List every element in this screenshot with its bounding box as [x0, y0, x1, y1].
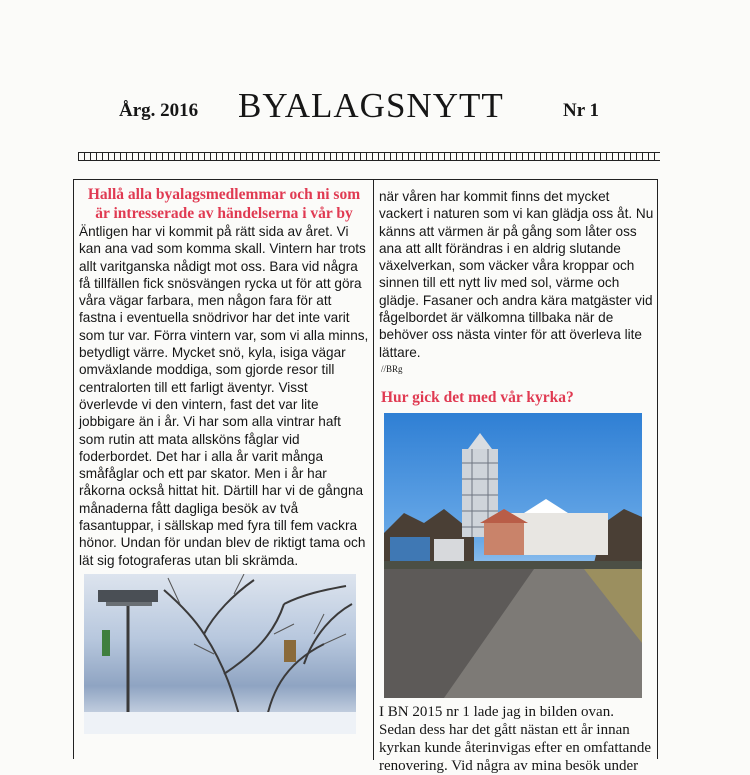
article-body: Äntligen har vi kommit på rätt sida av året. Vi kan ana vad som komma skall. Vintern har trots allt varitganska nådigt mot oss. Bara vid några få tillfällen fick snösvängen rycka ut för att göra våra vägar farbara, men någon fara för att fastna i eventuella snödrivor har det inte varit som tur var. Förra vintern var, som vi alla minns, betydligt värre. Mycket snö, kyla, isiga vägar omväxlande moddiga, som gjorde resor till centralorten till ett farligt äventyr. Visst överlevde vi den vintern, fast det var lite jobbigare än i år. Vi har som alla vintrar haft som rutin att mata allsköns fåglar vid foderbordet. Det har i alla år varit många småfåglar och ett par skator. Men i år har råkorna också hittat hit. Därtill har vi de gångna månaderna fått dagliga besök av två fasantuppar, i sällskap med fyra till fem vackra hönor. Undan för undan blev de riktigt tama och lät sig fotograferas utan bli skrämda.	[79, 224, 369, 568]
article-body-continued: när våren har kommit finns det mycket vackert i naturen som vi kan glädja oss åt. Nu känns att värmen är på gång som låter oss ana att allt förändras i en aldrig slutande växelverkan, som väcker våra kroppar och sinnen till ett nytt liv med sol, värme och glädje. Fasaner och andra kära matgäster vid fågelbordet är välkomna tillbaka när de behöver oss nästa vinter för att överleva lite lättare.	[379, 189, 654, 360]
decorative-divider	[78, 152, 660, 161]
masthead	[0, 86, 750, 136]
article-columns	[73, 179, 658, 774]
newsletter-title: BYALAGSNYTT	[238, 86, 504, 125]
right-column	[379, 180, 654, 775]
author-signature: //BRg	[381, 363, 403, 374]
bird-feeder-photo	[84, 574, 356, 734]
article-heading: Hallå alla byalagsmedlemmar och ni som är intresserade av händelserna i vår by	[87, 186, 361, 222]
church-heading: Hur gick det med vår kyrka?	[381, 388, 574, 406]
volume-year: Årg. 2016	[119, 100, 199, 121]
issue-number: Nr 1	[563, 100, 600, 121]
column-divider	[373, 180, 374, 760]
church-photo	[384, 413, 642, 698]
left-column	[79, 180, 369, 734]
church-article-body: I BN 2015 nr 1 lade jag in bilden ovan. Sedan dess har det gått nästan ett år innan kyrkan kunde återinvigas efter en omfattande renovering. Vid några av mina besök under	[379, 703, 651, 774]
